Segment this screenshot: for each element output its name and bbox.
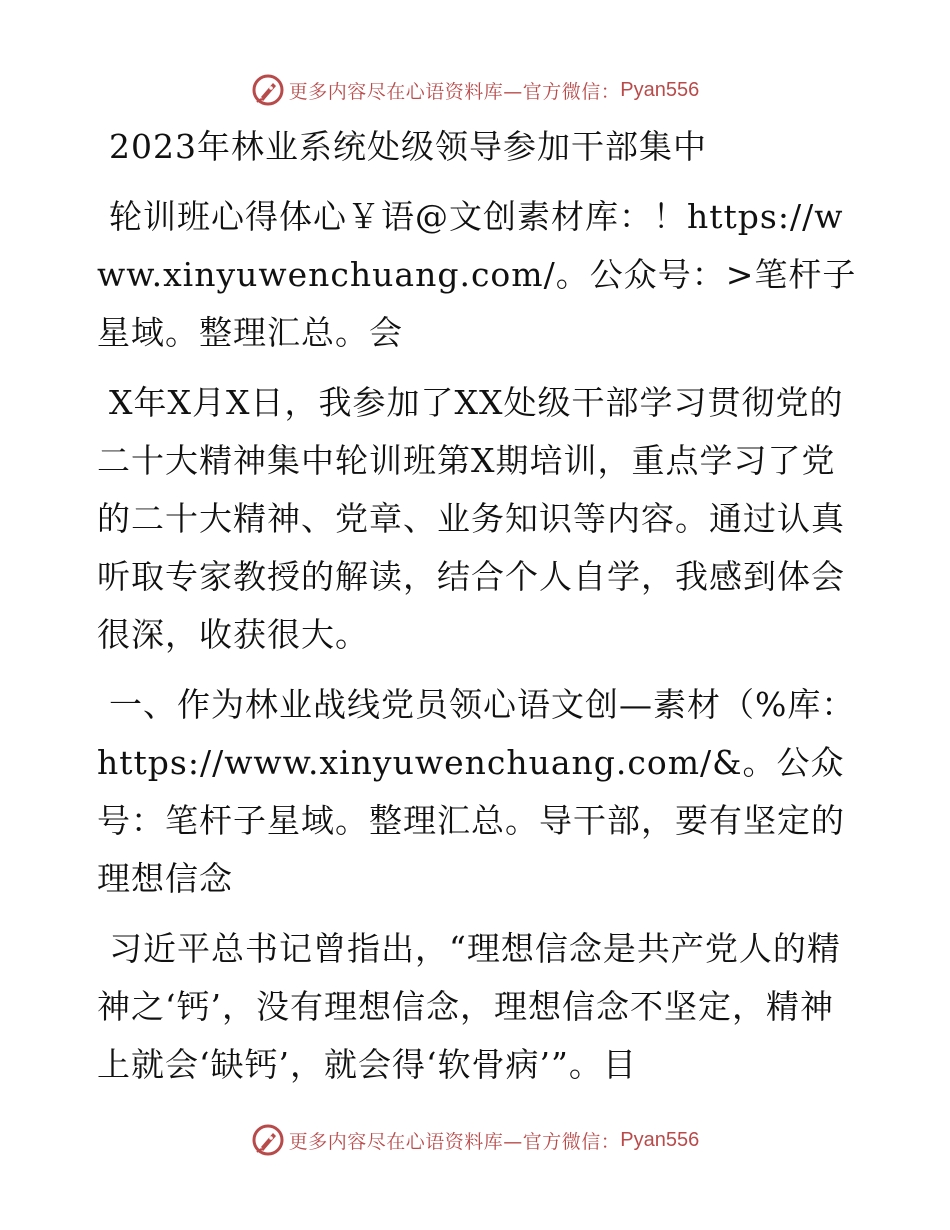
document-title: 2023年林业系统处级领导参加干部集中	[109, 127, 707, 166]
pen-nib-logo-icon	[251, 73, 285, 107]
watermark-footer	[0, 1120, 950, 1160]
watermark-header	[0, 70, 950, 110]
document-body	[97, 118, 857, 1106]
watermark-wechat-id: Pyan556	[620, 1128, 700, 1151]
watermark-text: 更多内容尽在心语资料库—官方微信：	[288, 80, 621, 103]
paragraph: 习近平总书记曾指出，“理想信念是共产党人的精神之‘钙’，没有理想信念，理想信念不坚定，精神上就会‘缺钙’，就会得‘软骨病’”。目	[97, 929, 841, 1084]
watermark-text: 更多内容尽在心语资料库—官方微信：	[288, 1130, 621, 1153]
paragraph: 一、作为林业战线党员领心语文创—素材（%库：https://www.xinyuwenchuang.com/&。公众号：笔杆子星域。整理汇总。导干部，要有坚定的理想信念	[97, 685, 856, 898]
watermark-wechat-id: Pyan556	[620, 78, 700, 101]
pen-nib-logo-icon	[251, 1123, 285, 1157]
paragraph: 轮训班心得体心￥语@文创素材库：！https://www.xinyuwenchuang.com/。公众号：>笔杆子星域。整理汇总。会	[97, 197, 857, 352]
paragraph: X年X月X日，我参加了XX处级干部学习贯彻党的二十大精神集中轮训班第X期培训，重点学习了党的二十大精神、党章、业务知识等内容。通过认真听取专家教授的解读，结合个人自学，我感到体会很深，收获很大。	[97, 383, 845, 654]
